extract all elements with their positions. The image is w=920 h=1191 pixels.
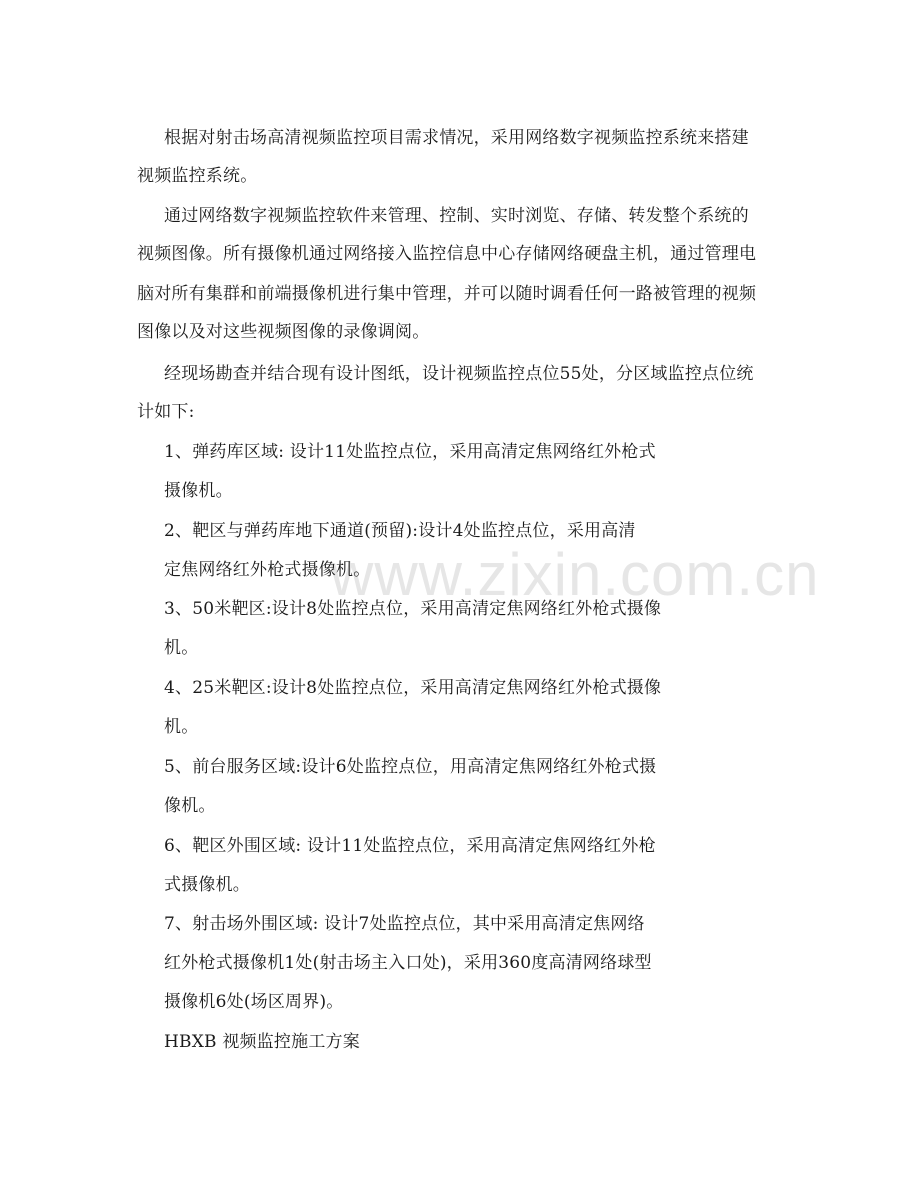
list-item-6-line-2: 式摄像机。 — [164, 875, 250, 895]
list-item-7-line-3: 摄像机6处(场区周界)。 — [164, 992, 344, 1012]
list-item-4-line-1: 4、25米靶区:设计8处监控点位，采用高清定焦网络红外枪式摄像 — [164, 678, 662, 698]
paragraph-2-line-2: 视频图像。所有摄像机通过网络接入监控信息中心存储网络硬盘主机，通过管理电 — [137, 244, 757, 264]
list-item-7-line-1: 7、射击场外围区域: 设计7处监控点位，其中采用高清定焦网络 — [164, 914, 645, 934]
paragraph-1-line-2: 视频监控系统。 — [137, 166, 258, 186]
list-item-5-line-2: 像机。 — [164, 796, 216, 816]
watermark: www.zixin.com.cn — [330, 541, 820, 608]
list-item-4-line-2: 机。 — [164, 717, 199, 737]
paragraph-1-line-1: 根据对射击场高清视频监控项目需求情况，采用网络数字视频监控系统来搭建 — [164, 128, 749, 148]
list-item-2-line-1: 2、靶区与弹药库地下通道(预留):设计4处监控点位，采用高清 — [164, 521, 636, 541]
list-item-5-line-1: 5、前台服务区域:设计6处监控点位，用高清定焦网络红外枪式摄 — [164, 757, 657, 777]
paragraph-2-line-4: 图像以及对这些视频图像的录像调阅。 — [137, 322, 430, 342]
document-footer: HBXB 视频监控施工方案 — [164, 1032, 360, 1052]
paragraph-3-line-1: 经现场勘查并结合现有设计图纸，设计视频监控点位55处，分区域监控点位统 — [164, 364, 754, 384]
list-item-6-line-1: 6、靶区外围区域: 设计11处监控点位，采用高清定焦网络红外枪 — [164, 836, 656, 856]
paragraph-2-line-1: 通过网络数字视频监控软件来管理、控制、实时浏览、存储、转发整个系统的 — [164, 206, 749, 226]
list-item-1-line-1: 1、弹药库区域: 设计11处监控点位，采用高清定焦网络红外枪式 — [164, 442, 656, 462]
list-item-3-line-1: 3、50米靶区:设计8处监控点位，采用高清定焦网络红外枪式摄像 — [164, 599, 662, 619]
paragraph-3-line-2: 计如下: — [137, 402, 195, 422]
list-item-2-line-2: 定焦网络红外枪式摄像机。 — [164, 560, 371, 580]
list-item-1-line-2: 摄像机。 — [164, 481, 233, 501]
paragraph-2-line-3: 脑对所有集群和前端摄像机进行集中管理，并可以随时调看任何一路被管理的视频 — [137, 284, 757, 304]
list-item-7-line-2: 红外枪式摄像机1处(射击场主入口处)，采用360度高清网络球型 — [164, 953, 652, 973]
list-item-3-line-2: 机。 — [164, 638, 199, 658]
